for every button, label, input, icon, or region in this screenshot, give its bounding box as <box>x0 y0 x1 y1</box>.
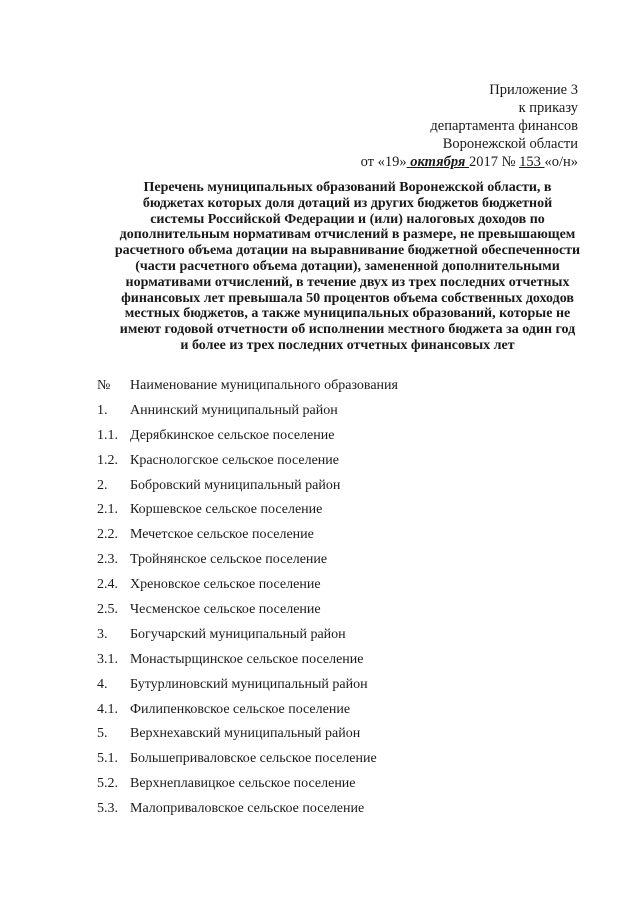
list-item <box>97 799 597 824</box>
list-item-name: Дерябкинское сельское поселение <box>130 427 335 443</box>
list-item-name: Коршевское сельское поселение <box>130 502 323 518</box>
list-item-number: 2.1. <box>97 502 118 518</box>
list-item-number: 2.3. <box>97 552 118 568</box>
list-item-number: 5.1. <box>97 751 118 767</box>
list-item-number: 3.1. <box>97 651 118 667</box>
list-item <box>97 724 597 749</box>
list-item-number: 3. <box>97 626 108 642</box>
order-number-label: № <box>497 154 520 170</box>
list-item-number: 2.4. <box>97 577 118 593</box>
department-label: департамента финансов <box>430 118 578 134</box>
list-item-number: 2. <box>97 477 108 493</box>
list-item-name: Бутурлиновский муниципальный район <box>130 676 368 692</box>
title-line: нормативами отчислений, в течение двух из трех последних отчетных <box>125 274 570 290</box>
list-header-row <box>97 376 597 401</box>
list-item-number: 5.2. <box>97 776 118 792</box>
list-item-number: 1.2. <box>97 452 118 468</box>
name-column-header: Наименование муниципального образования <box>130 378 398 393</box>
appendix-header <box>361 81 578 171</box>
list-item-number: 1. <box>97 402 108 418</box>
list-item-name: Монастырщинское сельское поселение <box>130 651 364 667</box>
title-line: (части расчетного объема дотации), замененной дополнительными <box>135 258 560 274</box>
list-item-name: Богучарский муниципальный район <box>130 626 346 642</box>
list-item <box>97 426 597 451</box>
order-prefix: от « <box>360 154 385 170</box>
title-line: дополнительным нормативам отчислений в размере, не превышающем <box>119 227 576 243</box>
list-item <box>97 575 597 600</box>
list-item-name: Малоприваловское сельское поселение <box>130 801 365 817</box>
list-item-number: 2.2. <box>97 527 118 543</box>
list-item-name: Большеприваловское сельское поселение <box>130 751 377 767</box>
list-item <box>97 774 597 799</box>
list-rows <box>97 401 597 824</box>
region-label: Воронежской области <box>442 136 578 152</box>
list-item-number: 1.1. <box>97 427 118 443</box>
list-item-name: Хреновское сельское поселение <box>130 577 321 593</box>
list-item-name: Краснологское сельское поселение <box>130 452 339 468</box>
title-line: финансовых лет превышала 50 процентов объема собственных доходов <box>121 290 574 306</box>
title-line: системы Российской Федерации и (или) налоговых доходов по <box>150 211 545 227</box>
order-day: 19 <box>384 154 400 170</box>
order-suffix: «о/н» <box>544 154 578 170</box>
order-reference <box>361 153 578 171</box>
title-line: бюджетах которых доля дотаций из других бюджетов бюджетной <box>142 195 553 211</box>
list-item <box>97 650 597 675</box>
order-year: 2017 <box>468 154 498 170</box>
title-line: имеют годовой отчетности об исполнении местного бюджета за один год <box>119 322 576 338</box>
list-item-number: 2.5. <box>97 602 118 618</box>
order-month: октября <box>406 154 469 170</box>
list-item-name: Тройнянское сельское поселение <box>130 552 328 568</box>
list-item <box>97 500 597 525</box>
title-line: расчетного объема дотации на выравнивание бюджетной обеспеченности <box>114 243 581 259</box>
to-order-label: к приказу <box>518 100 578 116</box>
list-item <box>97 600 597 625</box>
list-item-name: Верхнеплавицкое сельское поселение <box>130 776 356 792</box>
order-number: 153 <box>519 154 545 170</box>
list-item-name: Верхнехавский муниципальный район <box>130 726 361 742</box>
title-line: Перечень муниципальных образований Воронежской области, в <box>143 180 552 195</box>
list-item <box>97 401 597 426</box>
appendix-label: Приложение 3 <box>489 82 578 98</box>
list-item-name: Мечетское сельское поселение <box>130 527 314 543</box>
list-item <box>97 525 597 550</box>
list-item <box>97 675 597 700</box>
list-item-number: 5. <box>97 726 108 742</box>
list-item-name: Филипенковское сельское поселение <box>130 701 351 717</box>
number-column-header: № <box>97 378 111 393</box>
list-item <box>97 451 597 476</box>
list-item <box>97 700 597 725</box>
list-item-number: 4. <box>97 676 108 692</box>
document-title <box>100 180 595 354</box>
list-item <box>97 476 597 501</box>
municipality-list <box>97 376 597 824</box>
list-item <box>97 625 597 650</box>
list-item <box>97 749 597 774</box>
list-item-number: 5.3. <box>97 801 118 817</box>
list-item <box>97 550 597 575</box>
list-item-name: Бобровский муниципальный район <box>130 477 341 493</box>
list-item-name: Аннинский муниципальный район <box>130 402 338 418</box>
title-line: местных бюджетов, а также муниципальных образований, которые не <box>124 306 571 322</box>
title-line: и более из трех последних отчетных финансовых лет <box>180 337 515 353</box>
list-item-number: 4.1. <box>97 701 118 717</box>
list-item-name: Чесменское сельское поселение <box>130 602 321 618</box>
order-day-close: » <box>399 154 407 170</box>
